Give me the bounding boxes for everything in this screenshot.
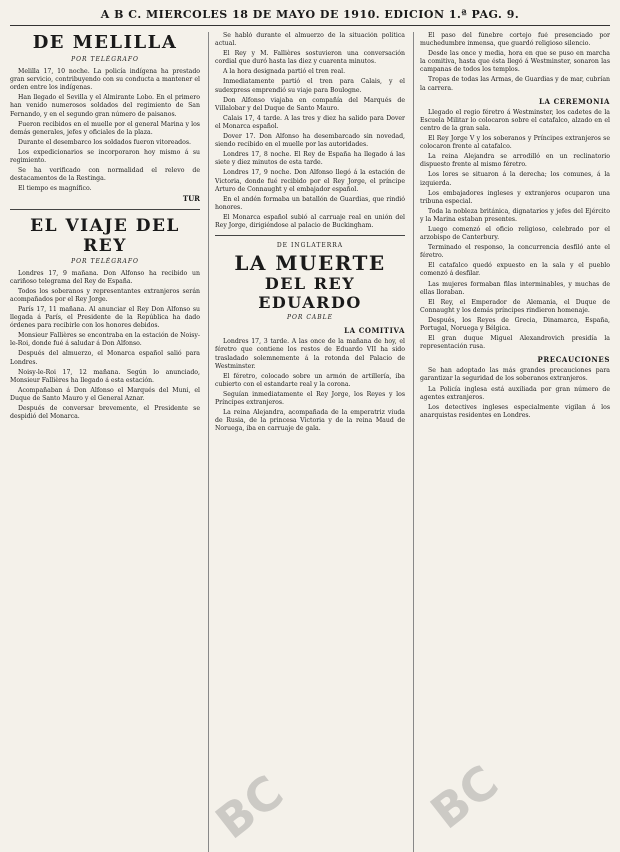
muerte-byline: POR CABLE xyxy=(286,314,334,322)
paragraph: El gran duque Miguel Alexandrovich presidía la representación rusa. xyxy=(420,335,610,351)
viaje-subtitle: POR TELÉGRAFO xyxy=(71,257,139,265)
paragraph: El Rey, el Emperador de Alemania, el Duque de Connaught y los demás príncipes rindieron homenaje. xyxy=(420,298,610,314)
paragraph: Dover 17. Don Alfonso ha desembarcado sin novedad, siendo recibido en el muelle por las autoridades. xyxy=(215,133,405,149)
paragraph: Después del almuerzo, el Monarca español salió para Londres. xyxy=(10,350,200,366)
paragraph: Melilla 17, 10 noche. La policía indígena ha prestado gran servicio, contribuyendo con su conducta a mantener el orden entre los indígenas. xyxy=(10,68,200,92)
paragraph: Londres 17, 9 noche. Don Alfonso llegó á la estación de Victoria, donde fué recibido por el Rey Jorge, el príncipe Arturo de Connaught y el embajador español. xyxy=(215,169,405,193)
paragraph: Seguían inmediatamente el Rey Jorge, los Reyes y los Príncipes extranjeros. xyxy=(215,390,405,406)
paragraph: Se han adoptado las más grandes precauciones para garantizar la seguridad de los soberanos extranjeros. xyxy=(420,367,610,383)
column-2 xyxy=(205,32,405,852)
paragraph: Se ha verificado con normalidad el relevo de destacamentos de la Restinga. xyxy=(10,167,200,183)
precauciones-body xyxy=(420,367,610,420)
paragraph: Todos los soberanos y representantes extranjeros serán acompañados por el Rey Jorge. xyxy=(10,287,200,303)
paragraph: Acompañaban á Don Alfonso el Marqués del Muni, el Duque de Santo Mauro y el General Aznar. xyxy=(10,386,200,402)
paragraph: Monsieur Fallières se encontraba en la estación de Noisy-le-Roi, donde fué á saludar á Don Alfonso. xyxy=(10,332,200,348)
paragraph: En el andén formaba un batallón de Guardias, que rindió honores. xyxy=(215,195,405,211)
paragraph: Londres 17, 3 tarde. A las once de la mañana de hoy, el féretro que contiene los restos de Eduardo VII ha sido trasladado solemnemente á la rotonda del Palacio de Westminster. xyxy=(215,338,405,370)
paragraph: El Monarca español subió al carruaje real en unión del Rey Jorge, dirigiéndose al palacio de Buckingham. xyxy=(215,213,405,229)
paragraph: El Rey y M. Fallières sostuvieron una conversación cordial que duró hasta las diez y cuarenta minutos. xyxy=(215,50,405,66)
paragraph: La reina Alejandra se arrodilló en un reclinatorio dispuesto frente al mismo féretro. xyxy=(420,153,610,169)
paragraph: Fueron recibidos en el muelle por el general Marina y los demás generales, jefes y oficiales de la plaza. xyxy=(10,120,200,136)
paragraph: La Policía inglesa está auxiliada por gran número de agentes extranjeros. xyxy=(420,385,610,401)
columns xyxy=(10,32,610,852)
paragraph: Toda la nobleza británica, dignatarios y jefes del Ejército y la Marina estaban presentes. xyxy=(420,207,610,223)
paragraph: Don Alfonso viajaba en compañía del Marqués de Villalobar y del Duque de Santo Mauro. xyxy=(215,96,405,112)
paragraph: París 17, 11 mañana. Al anunciar el Rey Don Alfonso su llegada á París, el Presidente de la República ha dado órdenes para recibirle con los honores debidos. xyxy=(10,305,200,330)
muerte-continued xyxy=(420,32,610,93)
paragraph: Tropas de todas las Armas, de Guardias y de mar, cubrían la carrera. xyxy=(420,76,610,92)
comitiva-heading: LA COMITIVA xyxy=(344,326,405,336)
paragraph: Londres 17, 9 mañana. Don Alfonso ha recibido un cariñoso telegrama del Rey de España. xyxy=(10,269,200,285)
paragraph: Inmediatamente partió el tren para Calais, y el sudexpress emprendió su viaje para Boulogne. xyxy=(215,78,405,94)
paragraph: Luego comenzó el oficio religioso, celebrado por el arzobispo de Canterbury. xyxy=(420,225,610,242)
paragraph: Los embajadores ingleses y extranjeros ocuparon una tribuna especial. xyxy=(420,189,610,205)
watermark-stamp: BC xyxy=(205,764,294,850)
muerte-title-line1: LA MUERTE xyxy=(234,251,386,276)
ceremonia-body xyxy=(420,109,610,352)
paragraph: Después de conversar brevemente, el Presidente se despidió del Monarca. xyxy=(10,405,200,421)
paragraph: Calais 17, 4 tarde. A las tres y diez ha salido para Dover el Monarca español. xyxy=(215,114,405,130)
paragraph: Noisy-le-Roi 17, 12 mañana. Según lo anunciado, Monsieur Fallières ha llegado á esta estación. xyxy=(10,368,200,384)
melilla-signature: TUR xyxy=(182,194,200,204)
masthead: A B C. MIERCOLES 18 DE MAYO DE 1910. EDICION 1.ª PAG. 9. xyxy=(10,8,610,26)
paragraph: Londres 17, 8 noche. El Rey de España ha llegado á las siete y diez minutos de esta tarde. xyxy=(215,151,405,167)
muerte-section: DE INGLATERRA xyxy=(276,242,344,250)
paragraph: Llegado el regio féretro á Westminster, los cadetes de la Escuela Militar lo colocaron sobre el catafalco, alzado en el centro de la gran sala. xyxy=(420,108,610,132)
column-3 xyxy=(413,32,610,852)
paragraph: Los lores se situaron á la derecha; los comunes, á la izquierda. xyxy=(420,171,610,187)
paragraph: Los expedicionarios se incorporaron hoy mismo á su regimiento. xyxy=(10,148,200,165)
paragraph: El paso del fúnebre cortejo fué presenciado por muchedumbre inmensa, que guardó religioso silencio. xyxy=(420,32,610,48)
paragraph: El féretro, colocado sobre un armón de artillería, iba cubierto con el estandarte real y la corona. xyxy=(215,372,405,388)
precauciones-heading: PRECAUCIONES xyxy=(537,355,610,365)
muerte-title-line2: DEL REY EDUARDO xyxy=(258,274,362,313)
watermark-stamp: BC xyxy=(420,754,509,840)
melilla-body xyxy=(10,68,200,193)
melilla-title: DE MELILLA xyxy=(32,32,178,53)
paragraph: El catafalco quedó expuesto en la sala y el pueblo comenzó á desfilar. xyxy=(420,262,610,278)
paragraph: Las mujeres formaban filas interminables, y muchas de ellas lloraban. xyxy=(420,280,610,296)
column-1 xyxy=(10,32,200,852)
paragraph: El Rey Jorge V y los soberanos y Príncipes extranjeros se colocaron frente al catafalco. xyxy=(420,135,610,151)
paragraph: Han llegado el Sevilla y el Almirante Lobo. En el primero han venido numerosos soldados del regimiento de San Fernando, y en el segundo gran número de paisanos. xyxy=(10,94,200,118)
paragraph: La reina Alejandra, acompañada de la emperatriz viuda de Rusia, de la princesa Victoria y de la reina Maud de Noruega, iba en carruaje de gala. xyxy=(215,409,405,433)
paragraph: Durante el desembarco los soldados fueron vitoreados. xyxy=(18,138,191,146)
ceremonia-heading: LA CEREMONIA xyxy=(539,96,610,106)
viaje-body xyxy=(10,270,200,422)
viaje-continued xyxy=(215,32,405,230)
muerte-body xyxy=(215,338,405,433)
divider xyxy=(215,235,405,236)
paragraph: Se habló durante el almuerzo de la situación política actual. xyxy=(215,32,405,48)
paragraph: Terminado el responso, la concurrencia desfiló ante el féretro. xyxy=(420,244,610,260)
viaje-title: EL VIAJE DEL REY xyxy=(30,215,180,256)
paragraph: Los detectives ingleses especialmente vigilan á los anarquistas residentes en Londres. xyxy=(420,403,610,419)
paragraph: Desde las once y media, hora en que se puso en marcha la comitiva, hasta que ésta llegó á Westminster, sonaron las campanas de todos los templos. xyxy=(420,50,610,74)
melilla-subtitle: POR TELÉGRAFO xyxy=(71,56,139,63)
divider xyxy=(10,209,200,210)
paragraph: Después, los Reyes de Grecia, Dinamarca, España, Portugal, Noruega y Bélgica. xyxy=(420,316,610,332)
paragraph: A la hora designada partió el tren real. xyxy=(223,68,346,76)
paragraph: El tiempo es magnífico. xyxy=(18,185,92,193)
